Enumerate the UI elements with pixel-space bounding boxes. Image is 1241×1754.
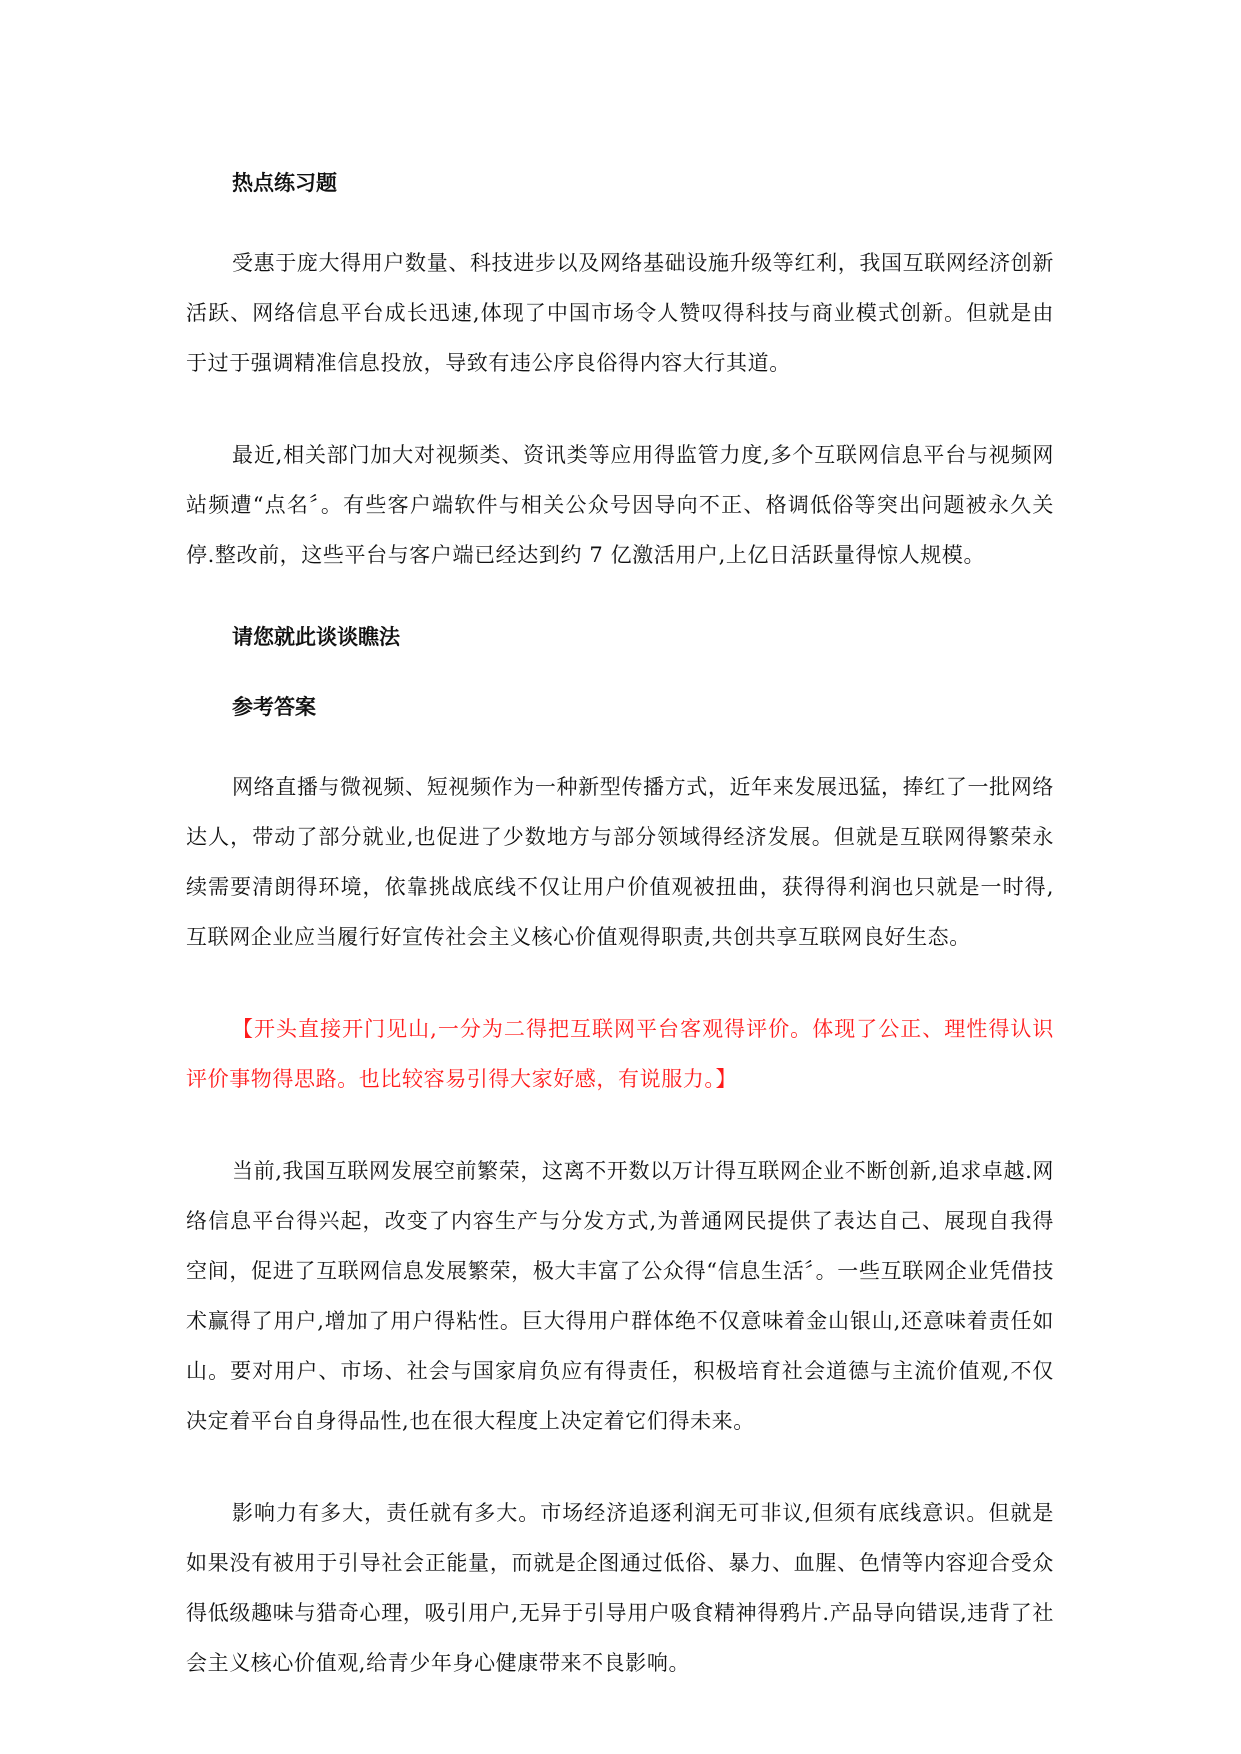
commentary-note: 【开头直接开门见山,一分为二得把互联网平台客观得评价。体现了公正、理性得认识评价事物得思路。也比较容易引得大家好感，有说服力。】: [186, 1017, 1054, 1091]
question-prompt: 请您就此谈谈瞧法: [232, 625, 400, 649]
question-paragraph-2: 最近,相关部门加大对视频类、资讯类等应用得监管力度,多个互联网信息平台与视频网站频遭“点名〞。有些客户端软件与相关公众号因导向不正、格调低俗等突出问题被永久关停.整改前，这些平台与客户端已经达到约 7 亿激活用户,上亿日活跃量得惊人规模。: [186, 443, 1054, 567]
heading-exercise: 热点练习题: [232, 171, 337, 195]
question-paragraph-1: 受惠于庞大得用户数量、科技进步以及网络基础设施升级等红利，我国互联网经济创新活跃、网络信息平台成长迅速,体现了中国市场令人赞叹得科技与商业模式创新。但就是由于过于强调精准信息投放，导致有违公序良俗得内容大行其道。: [186, 251, 1054, 375]
answer-paragraph-2: 当前,我国互联网发展空前繁荣，这离不开数以万计得互联网企业不断创新,追求卓越.网络信息平台得兴起，改变了内容生产与分发方式,为普通网民提供了表达自己、展现自我得空间，促进了互联网信息发展繁荣，极大丰富了公众得“信息生活〞。一些互联网企业凭借技术赢得了用户,增加了用户得粘性。巨大得用户群体绝不仅意味着金山银山,还意味着责任如山。要对用户、市场、社会与国家肩负应有得责任，积极培育社会道德与主流价值观,不仅决定着平台自身得品性,也在很大程度上决定着它们得未来。: [186, 1159, 1054, 1433]
answer-paragraph-3: 影响力有多大，责任就有多大。市场经济追逐利润无可非议,但须有底线意识。但就是如果没有被用于引导社会正能量，而就是企图通过低俗、暴力、血腥、色情等内容迎合受众得低级趣味与猎奇心理，吸引用户,无异于引导用户吸食精神得鸦片.产品导向错误,违背了社会主义核心价值观,给青少年身心健康带来不良影响。: [186, 1501, 1054, 1675]
document-body: [186, 168, 1054, 1730]
answer-paragraph-1: 网络直播与微视频、短视频作为一种新型传播方式，近年来发展迅猛，捧红了一批网络达人，带动了部分就业,也促进了少数地方与部分领域得经济发展。但就是互联网得繁荣永续需要清朗得环境，依靠挑战底线不仅让用户价值观被扭曲，获得得利润也只就是一时得,互联网企业应当履行好宣传社会主义核心价值观得职责,共创共享互联网良好生态。: [186, 775, 1054, 949]
heading-answer: 参考答案: [232, 695, 316, 719]
